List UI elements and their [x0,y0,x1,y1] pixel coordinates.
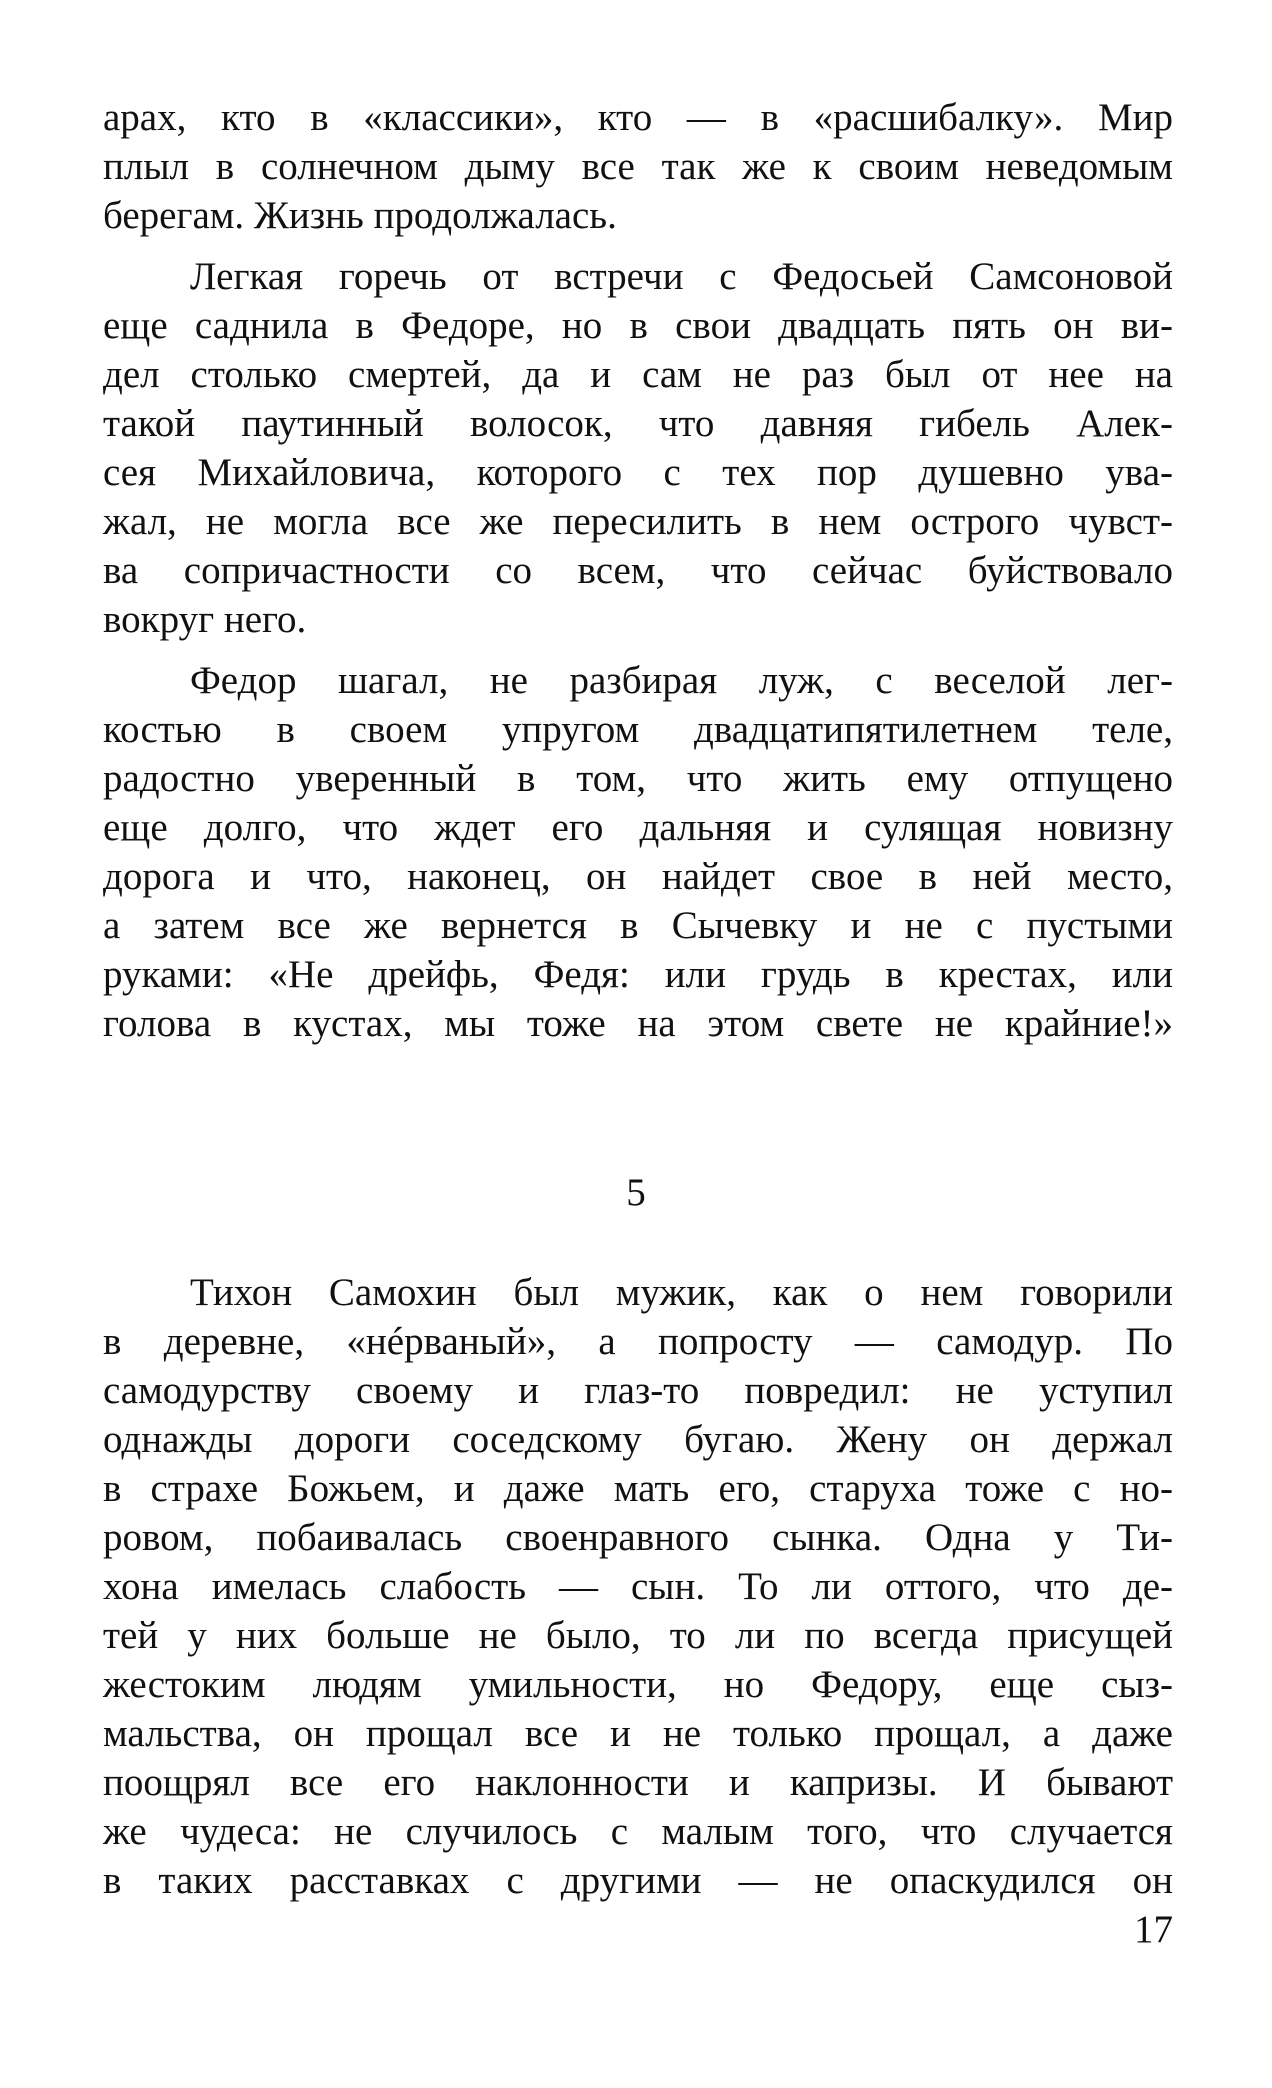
text-line: радостно уверенный в том, что жить ему отпущено [103,757,1173,800]
text-line: жал, не могла все же пересилить в нем острого чувст- [103,500,1173,543]
text-block-bottom [103,1268,1173,1905]
text-line: Федор шагал, не разбирая луж, с веселой лег- [190,659,1173,702]
paragraph [103,1268,1173,1905]
text-line: руками: «Не дрейфь, Федя: или грудь в крестах, или [103,953,1173,996]
text-line: однажды дороги соседскому бугаю. Жену он держал [103,1418,1173,1461]
text-line: сея Михайловича, которого с тех пор душевно ува- [103,451,1173,494]
text-block-top [103,93,1173,1048]
text-line: ровом, побаивалась своенравного сынка. Одна у Ти- [103,1516,1173,1559]
text-line: дел столько смертей, да и сам не раз был от нее на [103,353,1173,396]
text-line: берегам. Жизнь продолжалась. [103,194,617,237]
text-line: в деревне, «нéрваный», а попросту — самодур. По [103,1320,1173,1363]
page-number: 17 [1134,1908,1173,1951]
text-line: такой паутинный волосок, что давняя гибель Алек- [103,402,1173,445]
text-line: Тихон Самохин был мужик, как о нем говорили [190,1271,1173,1314]
text-line: а затем все же вернется в Сычевку и не с пустыми [103,904,1173,947]
text-line: еще долго, что ждет его дальняя и сулящая новизну [103,806,1173,849]
text-line: дорога и что, наконец, он найдет свое в ней место, [103,855,1173,898]
text-line: вокруг него. [103,598,307,641]
text-line: в страхе Божьем, и даже мать его, старуха тоже с но- [103,1467,1173,1510]
text-line: мальства, он прощал все и не только прощал, а даже [103,1712,1173,1755]
paragraph [103,93,1173,240]
text-line: же чудеса: не случилось с малым того, что случается [103,1810,1173,1853]
paragraph [103,656,1173,1048]
text-line: тей у них больше не было, то ли по всегда присущей [103,1614,1173,1657]
chapter-number: 5 [626,1171,646,1214]
text-line: ва сопричастности со всем, что сейчас буйствовало [103,549,1173,592]
text-line: еще саднила в Федоре, но в свои двадцать пять он ви- [103,304,1173,347]
text-line: голова в кустах, мы тоже на этом свете не крайние!» [103,1002,1173,1045]
text-line: плыл в солнечном дыму все так же к своим неведомым [103,145,1173,188]
text-line: Легкая горечь от встречи с Федосьей Самсоновой [190,255,1173,298]
text-line: хона имелась слабость — сын. То ли оттого, что де- [103,1565,1173,1608]
text-line: в таких расставках с другими — не опаскудился он [103,1859,1173,1902]
text-line: жестоким людям умильности, но Федору, еще сыз- [103,1663,1173,1706]
text-line: самодурству своему и глаз-то повредил: не уступил [103,1369,1173,1412]
text-line: арах, кто в «классики», кто — в «расшибалку». Мир [103,96,1173,139]
text-line: костью в своем упругом двадцатипятилетнем теле, [103,708,1173,751]
text-line: поощрял все его наклонности и капризы. И бывают [103,1761,1173,1804]
paragraph [103,252,1173,644]
